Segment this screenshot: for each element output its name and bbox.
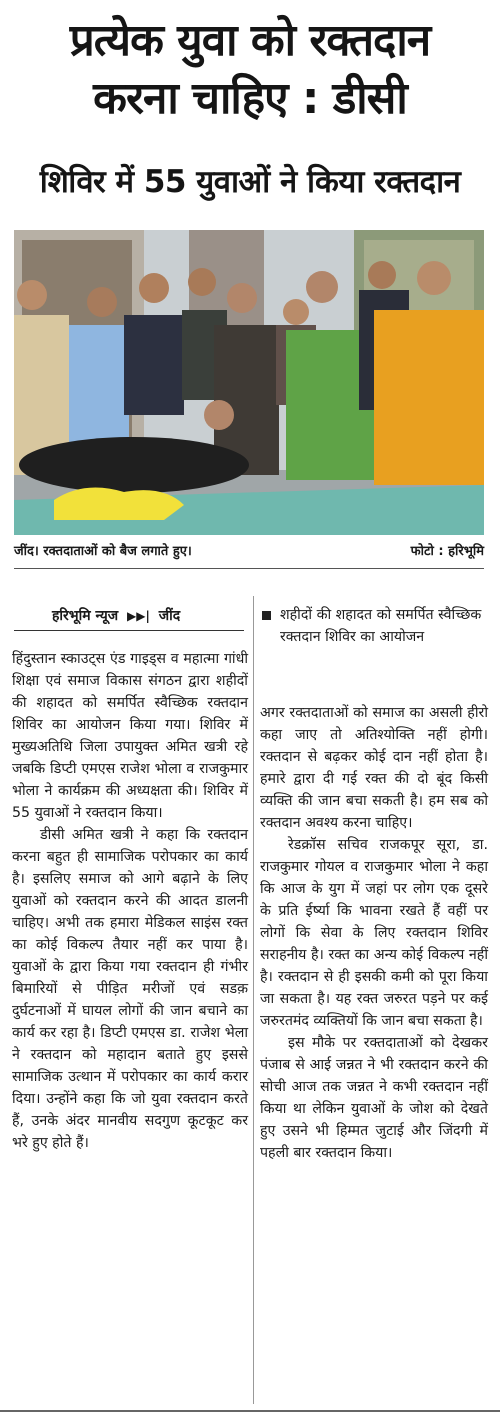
highlight-box: [262, 604, 484, 648]
byline-rule: [14, 630, 244, 631]
byline: [52, 606, 180, 625]
square-bullet-icon: [262, 611, 271, 620]
photo-caption: जींद। रक्तदाताओं को बैज लगाते हुए।: [14, 544, 192, 559]
article-column-right: [260, 702, 488, 1164]
paragraph: हिंदुस्तान स्काउट्स एंड गाइड्स व महात्मा गांधी शिक्षा एवं समाज विकास संगठन द्वारा शहीदों की शहादत को समर्पित स्वैच्छिक रक्तदान शिविर का आयोजन किया गया। शिविर में मुख्यअतिथि जिला उपायुक्त अमित खत्री रहे जबकि डिप्टी एमएस राजेश भोला व राजकुमार भोला ने कार्यक्रम की अध्यक्षता की। शिविर में 55 युवाओं ने रक्तदान किया।: [12, 651, 248, 821]
headline-line-1: प्रत्येक युवा को रक्तदान: [69, 15, 431, 66]
byline-source: हरिभूमि न्यूज: [52, 608, 119, 624]
photo-credit: फोटो : हरिभूमि: [410, 544, 484, 559]
paragraph: इस मौके पर रक्तदाताओं को देखकर पंजाब से आई जन्नत ने भी रक्तदान करने की सोची आज तक जन्नत ने कभी रक्तदान नहीं किया था लेकिन युवाओं के जोश को देखते हुए उसने भी हिम्मत जुटाई और जिंदगी में पहली बार रक्तदान किया।: [260, 1035, 488, 1161]
paragraph: डीसी अमित खत्री ने कहा कि रक्तदान करना बहुत ही सामाजिक परोपकार का कार्य है। इसलिए समाज को आगे बढ़ाने के लिए युवाओं को रक्तदान करने की आदत डालनी चाहिए। अभी तक हमारा मेडिकल साइंस रक्त का कोई विकल्प तैयार नहीं कर पाया है। युवाओं के द्वारा किया गया रक्तदान ही गंभीर बिमारियों से पीड़ित मरीजों एवं सडक़ दुर्घटनाओं में घायल लोगों की जान बचाने का कार्य कर रहा है। डिप्टी एमएस डा. राजेश भेला ने रक्तदान को महादान बताते हुए इससे सामाजिक उत्थान में परोपकार का कार्य करार दिया। उन्होंने कहा कि जो युवा रक्तदान करते हैं, उनके अंदर मानवीय सदगुण कूटकूट कर भरे हुए होते हैं।: [12, 827, 248, 1151]
caption-rule: [14, 568, 484, 569]
news-photo: [14, 230, 484, 535]
column-divider: [253, 596, 254, 1404]
article-column-left: [12, 648, 248, 1154]
page-bottom-rule: [0, 1410, 500, 1412]
highlight-text: शहीदों की शहादत को समर्पित स्वैच्छिक रक्तदान शिविर का आयोजन: [280, 607, 482, 645]
paragraph: अगर रक्तदाताओं को समाज का असली हीरो कहा जाए तो अतिश्योक्ति नहीं होगी। रक्तदान से बढ़कर कोई दान नहीं होता है। हमारे द्वारा दी गई रक्त की दो बूंद किसी व्यक्ति की जान बचा सकती है। हम सब को रक्तदान अवश्य करना चाहिए।: [260, 705, 488, 831]
byline-arrows: ▶▶|: [127, 609, 150, 623]
photo-caption-row: [14, 540, 484, 564]
photo-illustration: [14, 230, 484, 535]
headline-line-2: करना चाहिए : डीसी: [93, 73, 407, 124]
paragraph: रेडक्रॉस सचिव राजकपूर सूरा, डा. राजकुमार गोयल व राजकुमार भोला ने कहा कि आज के युग में जहां पर लोग एक दूसरे के प्रति ईर्ष्या कि भावना रखते हैं वहीं पर लोगों कि सेवा के लिए रक्तदान शिविर सराहनीय है। रक्त का अन्य कोई विकल्प नहीं है। रक्तदान से ही इसकी कमी को पूरा किया जा सकता है। यह रक्त जरुरत पड़ने पर कई जरुरतमंद व्यक्तियों कि जान बचा सकता है।: [260, 837, 488, 1029]
subheadline: शिविर में 55 युवाओं ने किया रक्तदान: [39, 164, 461, 200]
byline-place: जींद: [158, 608, 181, 624]
headline: [0, 12, 500, 128]
